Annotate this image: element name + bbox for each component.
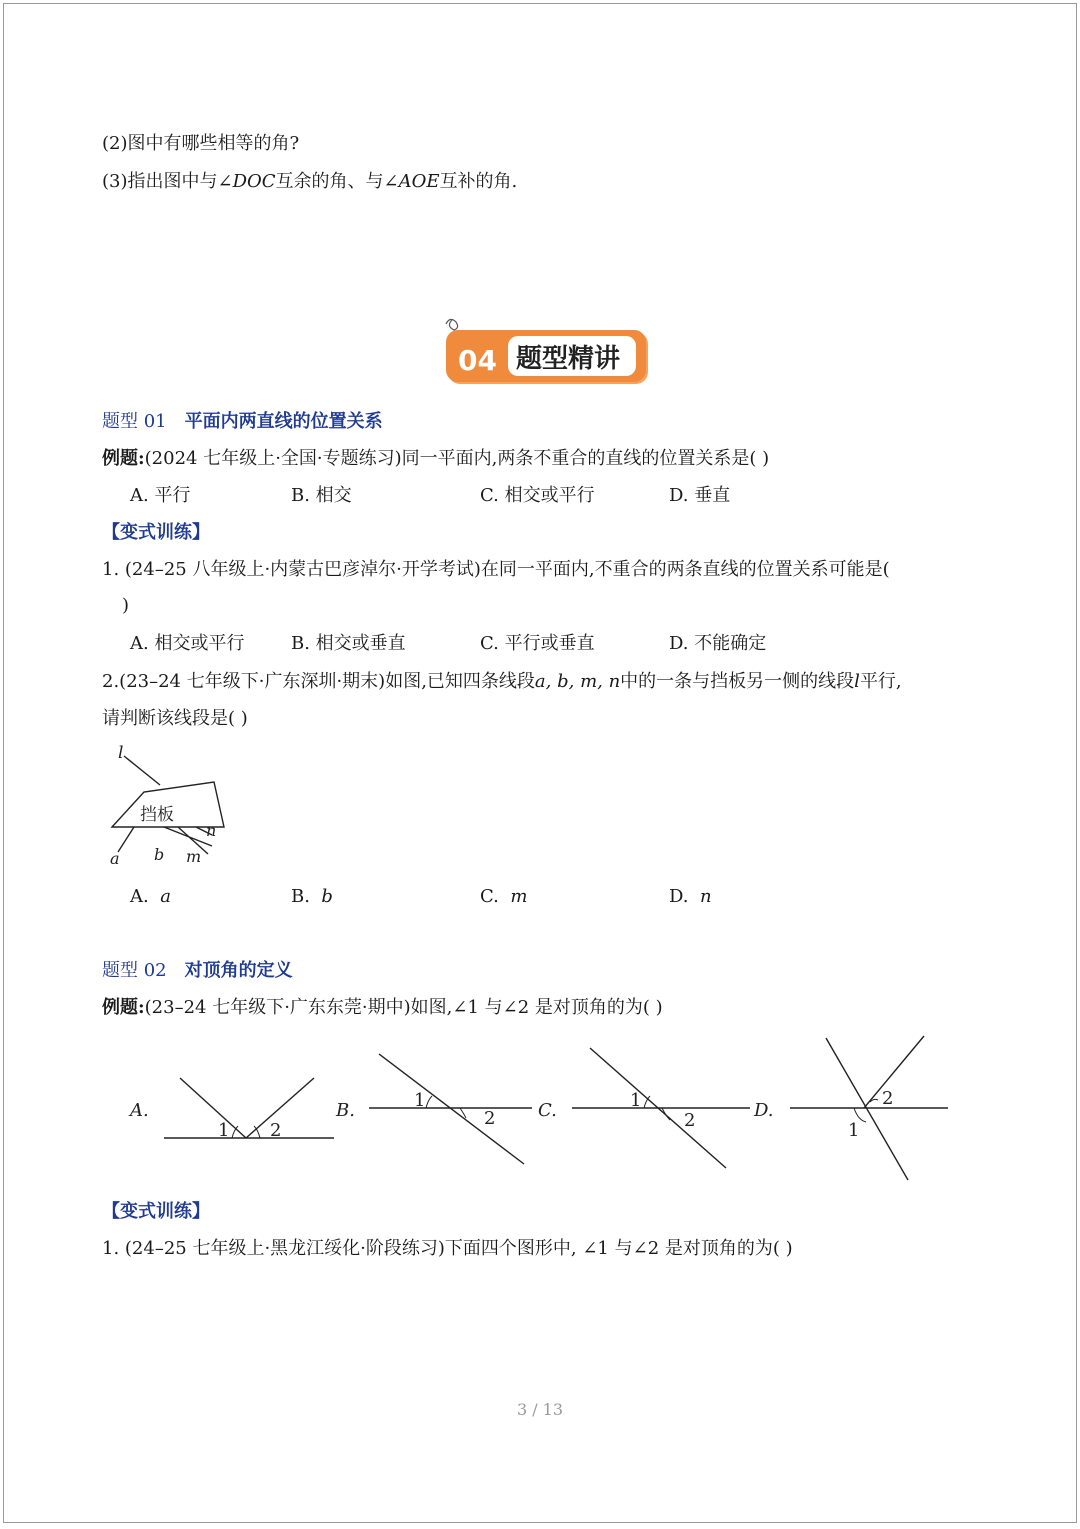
p2-option-b — [291, 885, 333, 909]
example-label: 例题: — [102, 448, 145, 469]
practice-1-cont: ) — [122, 595, 130, 616]
p2-pre: 2.(23–24 七年级下·广东深圳·期末)如图,已知四条线段 — [102, 671, 535, 692]
fig-d-angle2: 2 — [882, 1088, 894, 1109]
p2-var-l: l — [854, 671, 860, 692]
p2-option-b-letter: B. — [291, 886, 310, 907]
segment-l-label: l — [118, 743, 124, 763]
type-02-practice-1: 1. (24–25 七年级上·黑龙江绥化·阶段练习)下面四个图形中, ∠1 与∠2 是对顶角的为( ) — [102, 1238, 793, 1259]
type-02-example — [102, 996, 663, 1020]
q3-pre: (3)指出图中与∠ — [102, 171, 233, 192]
practice-label-2: 【变式训练】 — [102, 1201, 210, 1222]
p2-option-d — [669, 885, 712, 909]
segment-a-label: a — [110, 849, 120, 868]
p2-option-a-letter: A. — [130, 886, 149, 907]
fig-a-angle1: 1 — [218, 1120, 230, 1141]
p2-option-b-value: b — [321, 886, 333, 907]
fig-c-angle2: 2 — [684, 1110, 696, 1131]
segment-b-label: b — [154, 845, 165, 864]
p1-option-b: B. 相交或垂直 — [291, 633, 406, 654]
banner-title: 题型精讲 — [516, 344, 621, 374]
p1-option-a: A. 相交或平行 — [130, 633, 245, 654]
q3-mid: 互余的角、与∠ — [275, 171, 399, 192]
page-number: 3 / 13 — [516, 1400, 564, 1419]
type-01-example — [102, 447, 769, 471]
banner-number: 04 — [458, 344, 497, 377]
p2-option-c — [480, 885, 527, 909]
document-page — [3, 3, 1077, 1523]
p2-post: 平行, — [859, 671, 902, 692]
type-01-number: 题型 01 — [102, 411, 167, 432]
segment-n-label: n — [206, 821, 217, 840]
fig-d-angle1: 1 — [848, 1120, 860, 1141]
p2-mid: 中的一条与挡板另一侧的线段 — [620, 671, 855, 692]
p2-vars: a, b, m, n — [534, 671, 621, 692]
figure-d-letter: D. — [754, 1100, 774, 1121]
q3-math-doc: DOC — [232, 171, 276, 192]
baffle-figure — [104, 742, 234, 878]
practice-1-text: 1. (24–25 八年级上·内蒙古巴彦淖尔·开学考试)在同一平面内,不重合的两条直线的位置关系可能是( — [102, 559, 890, 580]
type-02-title: 对顶角的定义 — [184, 960, 293, 981]
fig-b-angle2: 2 — [484, 1108, 496, 1129]
q3-post: 互补的角. — [439, 171, 518, 192]
p2-option-a — [130, 885, 171, 909]
angle-figures — [114, 1026, 964, 1190]
baffle-label: 挡板 — [140, 805, 174, 825]
practice-label-1: 【变式训练】 — [102, 522, 210, 543]
figure-c-letter: C. — [538, 1100, 557, 1121]
example-2-label: 例题: — [102, 997, 145, 1018]
fig-a-angle2: 2 — [270, 1120, 282, 1141]
type-02-number: 题型 02 — [102, 960, 167, 981]
example-2-text: (23–24 七年级下·广东东莞·期中)如图,∠1 与∠2 是对顶角的为( ) — [144, 997, 663, 1018]
type-01-heading — [102, 410, 383, 434]
question-3-text — [102, 170, 517, 194]
p2-option-a-value: a — [160, 886, 171, 907]
figure-a-letter: A. — [130, 1100, 149, 1121]
type-01-title: 平面内两直线的位置关系 — [184, 411, 383, 432]
type-02-heading — [102, 959, 293, 983]
figure-b-letter: B. — [336, 1100, 355, 1121]
example-option-c: C. 相交或平行 — [480, 485, 595, 506]
q3-math-aoe: AOE — [398, 171, 440, 192]
p1-option-c: C. 平行或垂直 — [480, 633, 595, 654]
p2-option-c-letter: C. — [480, 886, 499, 907]
section-banner — [442, 316, 654, 388]
fig-c-angle1: 1 — [630, 1090, 642, 1111]
p1-option-d: D. 不能确定 — [669, 633, 767, 654]
fig-b-angle1: 1 — [414, 1090, 426, 1111]
question-2-text: (2)图中有哪些相等的角? — [102, 133, 300, 154]
practice-2-cont: 请判断该线段是( ) — [102, 708, 248, 729]
p2-option-d-letter: D. — [669, 886, 689, 907]
example-option-a: A. 平行 — [130, 485, 191, 506]
p2-option-d-value: n — [699, 886, 712, 907]
p2-option-c-value: m — [510, 886, 528, 907]
example-option-d: D. 垂直 — [669, 485, 731, 506]
example-option-b: B. 相交 — [291, 485, 352, 506]
segment-m-label: m — [186, 847, 202, 866]
practice-2-text — [102, 670, 902, 694]
example-text: (2024 七年级上·全国·专题练习)同一平面内,两条不重合的直线的位置关系是( ) — [144, 448, 770, 469]
